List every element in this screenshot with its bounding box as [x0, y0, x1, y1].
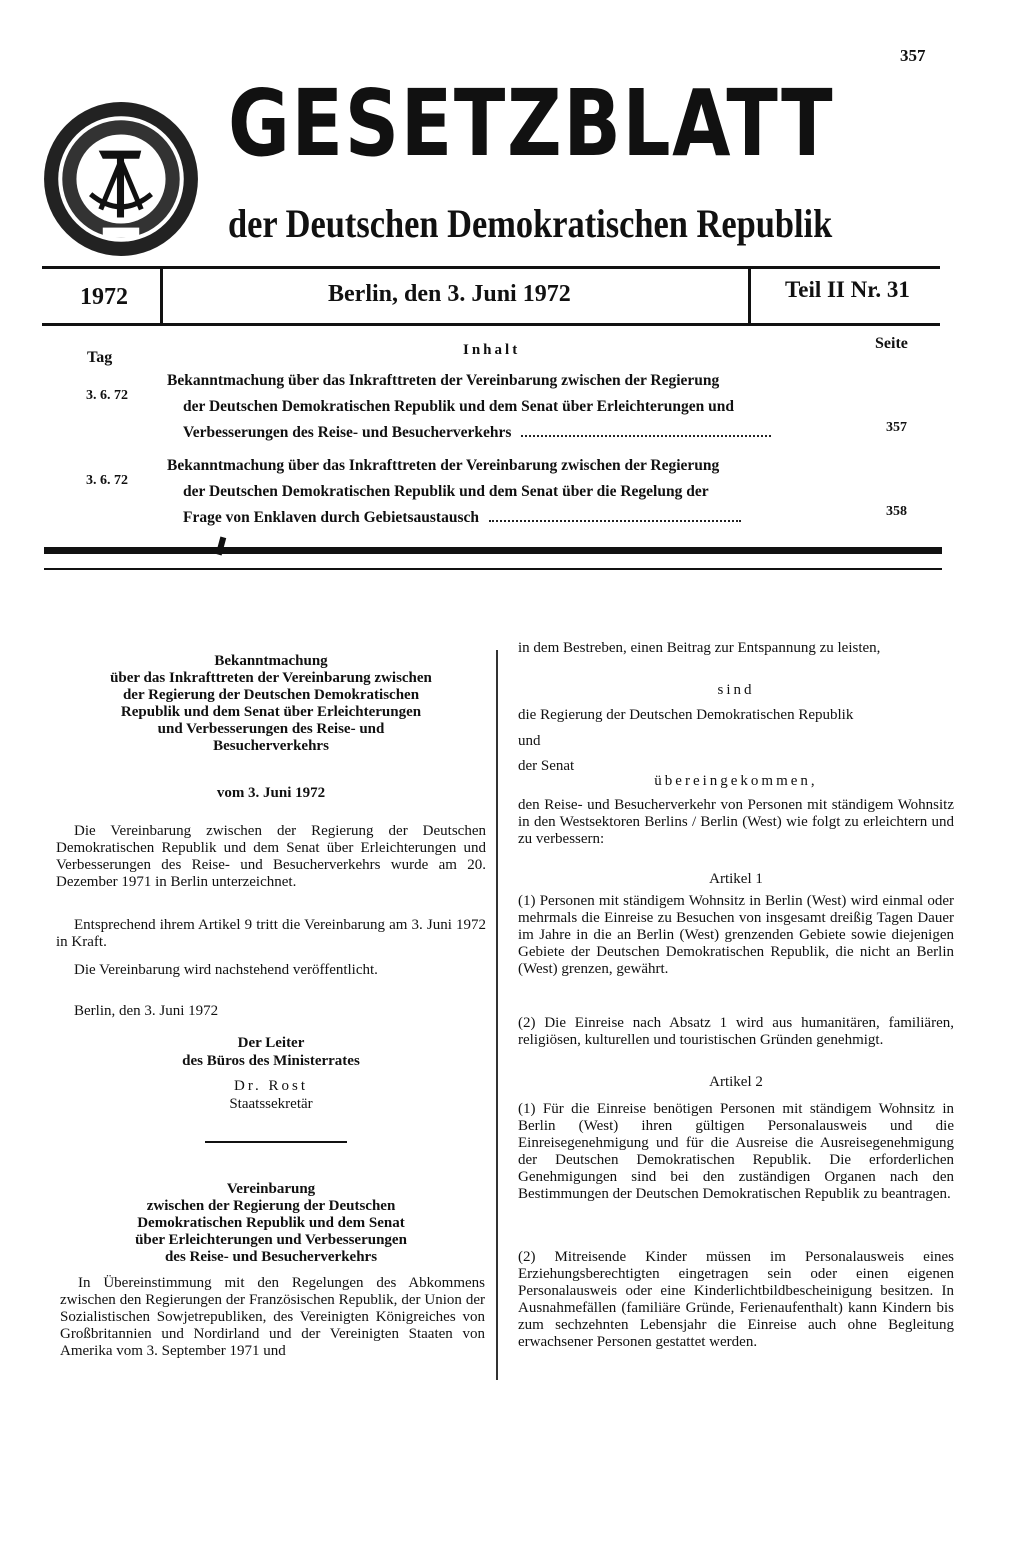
toc-entry-page: 357 — [886, 420, 907, 435]
toc-entry-line: der Deutschen Demokratischen Republik und dem Senat über die Regelung der — [183, 483, 709, 500]
signature-name: Dr. Rost — [233, 1078, 308, 1094]
masthead-title: GESETZBLATT — [228, 70, 835, 177]
article-paragraph: (1) Für die Einreise benötigen Personen mit ständigem Wohnsitz in Berlin (West) ihren gültigen Personalausweis und die Einreisegenehmigung und für die Ausreise die Ausreisegenehmigung der Deutschen Demokratischen Republik. Die erforderlichen Genehmigungen sind bei den zuständigen Organen nach den Bestimmungen der Deutschen Demokratischen Republik zu beantragen. — [518, 1101, 954, 1202]
agreement-party: die Regierung der Deutschen Demokratischen Republik — [518, 707, 854, 723]
title-line: und Verbesserungen des Reise- und — [157, 721, 385, 737]
title-line: des Reise- und Besucherverkehrs — [164, 1249, 378, 1265]
announcement-paragraph: Die Vereinbarung wird nachstehend veröffentlicht. — [74, 962, 378, 978]
title-line: Bekanntmachung — [214, 653, 328, 669]
header-separator — [748, 266, 751, 324]
column-divider — [496, 650, 498, 1380]
agreement-und: und — [518, 733, 541, 749]
agreement-purpose: den Reise- und Besucherverkehr von Personen mit ständigem Wohnsitz in den Westsektoren Berlins / Berlin (West) wie folgt zu erleichtern und zu verbessern: — [518, 797, 954, 847]
section-rule-thin — [44, 568, 942, 570]
article-heading: Artikel 1 — [709, 871, 763, 887]
toc-entry-line: der Deutschen Demokratischen Republik und dem Senat über Erleichterungen und — [183, 398, 735, 415]
leader-dots — [489, 518, 741, 522]
article-heading: Artikel 2 — [709, 1074, 763, 1090]
section-separator — [205, 1141, 347, 1143]
toc-entry-date: 3. 6. 72 — [86, 388, 128, 403]
signature-title: des Büros des Ministerrates — [182, 1053, 360, 1069]
issue-date: Berlin, den 3. Juni 1972 — [328, 281, 571, 307]
toc-entry-page: 358 — [886, 504, 907, 519]
toc-tag-label: Tag — [87, 349, 113, 366]
toc-entry-line: Bekanntmachung über das Inkrafttreten der Vereinbarung zwischen der Regierung — [167, 457, 720, 474]
page-number: 357 — [900, 46, 926, 65]
agreement-preamble: In Übereinstimmung mit den Regelungen des Abkommens zwischen den Regierungen der Französischen Republik, der Union der Sozialistischen Sowjetrepubliken, des Vereinigten Königreiches von Großbritannien und Nordirland und der Vereinigten Staaten von Amerika vom 3. September 1971 und — [60, 1275, 485, 1359]
toc-entry-line — [183, 509, 741, 527]
section-rule-thick — [44, 547, 942, 554]
title-line: Demokratischen Republik und dem Senat — [137, 1215, 405, 1231]
title-line: Republik und dem Senat über Erleichterungen — [120, 704, 422, 720]
title-line: der Regierung der Deutschen Demokratischen — [122, 687, 420, 703]
title-line: zwischen der Regierung der Deutschen — [146, 1198, 396, 1214]
title-line: über Erleichterungen und Verbesserungen — [135, 1232, 407, 1248]
signature-title: Der Leiter — [237, 1035, 305, 1051]
leader-dots — [521, 433, 771, 437]
agreement-party: der Senat — [518, 758, 575, 774]
toc-entry-line: Bekanntmachung über das Inkrafttreten der Vereinbarung zwischen der Regierung — [167, 372, 720, 389]
announcement-date: vom 3. Juni 1972 — [216, 785, 326, 801]
agreement-title — [56, 1181, 486, 1266]
announcement-paragraph: Die Vereinbarung zwischen der Regierung der Deutschen Demokratischen Republik und dem Senat über Erleichterungen und Verbesserungen des Reise- und Besucherverkehrs wurde am 20. Dezember 1971 in Berlin unterzeichnet. — [56, 823, 486, 890]
article-paragraph: (2) Die Einreise nach Absatz 1 wird aus humanitären, familiären, religiösen, kulturellen und touristischen Gründen genehmigt. — [518, 1015, 954, 1048]
masthead-subtitle: der Deutschen Demokratischen Republik — [228, 201, 833, 246]
toc-entry-text: Verbesserungen des Reise- und Besucherverkehrs — [183, 424, 512, 441]
header-rule-bottom — [42, 323, 940, 326]
toc-heading: Inhalt — [463, 342, 521, 358]
header-rule-top — [42, 266, 940, 269]
ddr-state-emblem-icon — [40, 98, 202, 260]
toc-entry-text: Frage von Enklaven durch Gebietsaustausch — [183, 509, 479, 526]
issue-part-number: Teil II Nr. 31 — [785, 277, 910, 302]
title-line: Vereinbarung — [226, 1181, 316, 1197]
article-paragraph: (1) Personen mit ständigem Wohnsitz in Berlin (West) wird einmal oder mehrmals die Einreise zu Besuchen von insgesamt dreißig Tagen Dauer im Jahre in die an Berlin (West) grenzenden Gebiete sowie diejenigen Gebiete der Deutschen Demokratischen Republik, die nicht an Berlin (West) grenzen, gewährt. — [518, 893, 954, 977]
place-and-date: Berlin, den 3. Juni 1972 — [74, 1003, 219, 1019]
signature-role: Staatssekretär — [229, 1096, 313, 1112]
agreement-sind: sind — [717, 682, 755, 698]
announcement-paragraph: Entsprechend ihrem Artikel 9 tritt die Vereinbarung am 3. Juni 1972 in Kraft. — [56, 917, 486, 950]
article-paragraph: (2) Mitreisende Kinder müssen im Personalausweis eines Erziehungsberechtigten eingetragen sein oder einen eigenen Personalausweis oder eine Kinderlichtbildbescheinigung besitzen. In Ausnahmefällen (familiäre Gründe, Ferienaufenthalt) kann Kindern bis zum sechzehnten Lebensjahr die Einreise auch ohne Begleitung erwachsener Personen gestattet werden. — [518, 1249, 954, 1350]
issue-year: 1972 — [80, 284, 128, 310]
announcement-title — [56, 653, 486, 755]
agreement-agreed: übereingekommen, — [654, 773, 818, 789]
title-line: Besucherverkehrs — [213, 738, 329, 754]
agreement-intro: in dem Bestreben, einen Beitrag zur Entspannung zu leisten, — [518, 640, 881, 656]
toc-entry-line — [183, 424, 771, 442]
toc-page-label: Seite — [875, 335, 908, 352]
header-separator — [160, 266, 163, 324]
title-line: über das Inkrafttreten der Vereinbarung zwischen — [110, 670, 432, 686]
toc-entry-date: 3. 6. 72 — [86, 473, 128, 488]
